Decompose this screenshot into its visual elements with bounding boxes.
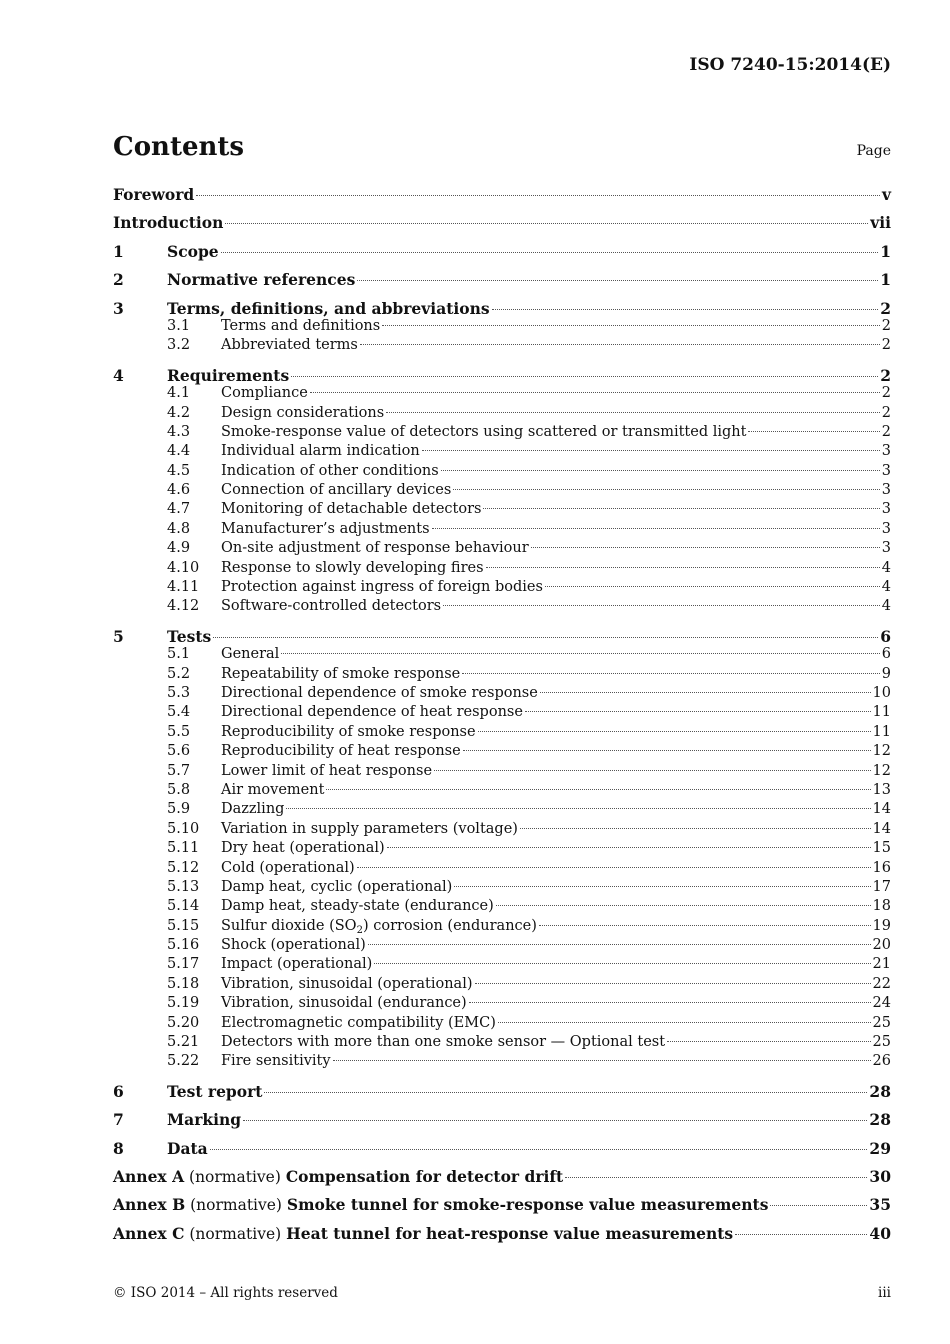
toc-subentry[interactable] <box>113 337 891 356</box>
annex-kind: (normative) <box>189 1167 281 1186</box>
dot-leader <box>454 886 870 887</box>
toc-subentry-title-text: Cold (operational) <box>221 859 355 876</box>
toc-subentry[interactable] <box>113 385 891 404</box>
toc-subentry-title-text: Abbreviated terms <box>221 337 358 354</box>
toc-subentry-number: 4.7 <box>167 501 191 518</box>
toc-subentry[interactable] <box>113 579 891 598</box>
toc-subentry-title[interactable] <box>221 646 279 662</box>
toc-page-number: 11 <box>872 723 891 740</box>
toc-subentry[interactable] <box>113 598 891 617</box>
dot-leader <box>478 731 871 732</box>
toc-page-number: 4 <box>881 579 891 596</box>
toc-page-number: 14 <box>872 820 891 837</box>
dot-leader <box>486 567 880 568</box>
toc-subentry-title-text: Electromagnetic compatibility (EMC) <box>221 1014 496 1031</box>
toc-subentry-number: 5.9 <box>167 801 191 818</box>
toc-subentry-title[interactable] <box>221 337 358 353</box>
toc-subentry-title[interactable] <box>221 801 284 817</box>
page-column-label: Page <box>856 143 891 159</box>
toc-subentry-title[interactable] <box>221 598 441 614</box>
toc-page-number: 9 <box>881 665 891 682</box>
dot-leader <box>213 637 878 638</box>
dot-leader <box>539 925 871 926</box>
dot-leader <box>422 450 880 451</box>
dot-leader <box>196 195 880 196</box>
toc-subentry-title[interactable] <box>221 995 467 1011</box>
toc-entry-number: 1 <box>113 241 124 261</box>
toc-subentry[interactable] <box>113 1034 891 1053</box>
toc-subentry[interactable] <box>113 482 891 501</box>
toc-entry-number: 4 <box>113 365 124 385</box>
toc-page-number: 21 <box>872 956 891 973</box>
toc-subentry[interactable] <box>113 1015 891 1034</box>
toc-page-number: 28 <box>869 1110 891 1130</box>
toc-subentry-number: 5.5 <box>167 723 191 740</box>
toc-subentry[interactable] <box>113 405 891 424</box>
toc-subentry-title[interactable] <box>221 482 451 498</box>
toc-entry[interactable] <box>113 1139 891 1158</box>
dot-leader <box>387 847 871 848</box>
toc-subentry-title-text: Software-controlled detectors <box>221 598 442 615</box>
page-footer <box>113 1285 891 1301</box>
dot-leader <box>498 1022 871 1023</box>
toc-subentry-number: 5.8 <box>167 781 191 798</box>
toc-subentry-title[interactable] <box>221 918 537 936</box>
toc-page-number: 2 <box>880 365 891 385</box>
toc-page-number: v <box>881 185 891 204</box>
toc-subentry-title[interactable] <box>221 318 380 334</box>
toc-subentry-number: 5.7 <box>167 762 191 779</box>
toc-subentry-title-text: Protection against ingress of foreign bodies <box>221 579 543 596</box>
toc-subentry-number: 5.2 <box>167 665 191 682</box>
toc-entry[interactable] <box>113 185 891 204</box>
toc-page-number: 2 <box>881 385 891 402</box>
toc-page-number: 2 <box>881 317 891 334</box>
annex-kind: (normative) <box>189 1224 282 1243</box>
dot-leader <box>735 1234 867 1235</box>
toc-subentry-title[interactable] <box>221 724 476 740</box>
dot-leader <box>326 789 870 790</box>
toc-page-number: 3 <box>881 540 891 557</box>
toc-subentry-number: 4.4 <box>167 443 191 460</box>
toc-entry-title[interactable]: Introduction <box>113 213 224 233</box>
toc-subentry-title-text: Reproducibility of smoke response <box>221 723 476 740</box>
toc-entry-number: 6 <box>113 1081 124 1101</box>
dot-leader <box>453 489 879 490</box>
toc-entry-title[interactable]: Scope <box>167 241 219 261</box>
toc-subentry-title[interactable] <box>221 424 746 440</box>
toc-subentry[interactable] <box>113 821 891 840</box>
dot-leader <box>492 309 879 310</box>
table-of-contents <box>113 185 891 1243</box>
toc-page-number: 12 <box>872 762 891 779</box>
toc-entry[interactable] <box>113 299 891 318</box>
toc-subentry-number: 5.22 <box>167 1053 200 1070</box>
toc-subentry-number: 5.1 <box>167 646 191 663</box>
dot-leader <box>463 750 871 751</box>
toc-subentry-number: 3.1 <box>167 317 191 334</box>
toc-annex-title[interactable] <box>113 1167 563 1186</box>
toc-entry-title[interactable]: Marking <box>167 1110 242 1130</box>
toc-subentry-number: 5.6 <box>167 743 191 760</box>
toc-subentry-number: 5.21 <box>167 1034 200 1051</box>
toc-subentry-title-text: Lower limit of heat response <box>221 762 433 779</box>
toc-subentry-title[interactable] <box>221 860 355 876</box>
toc-subentry-title-text: Design considerations <box>221 404 385 421</box>
toc-subentry[interactable] <box>113 463 891 482</box>
dot-leader <box>443 605 880 606</box>
dot-leader <box>667 1041 870 1042</box>
toc-page-number: 3 <box>881 482 891 499</box>
toc-subentry-number: 4.11 <box>167 579 200 596</box>
toc-page-number: 1 <box>880 270 891 290</box>
toc-page-number: 15 <box>872 840 891 857</box>
toc-subentry[interactable] <box>113 763 891 782</box>
toc-page-number: 6 <box>880 626 891 646</box>
toc-subentry-title-text: Dry heat (operational) <box>221 840 385 857</box>
toc-subentry-title-text: Impact (operational) <box>221 956 373 973</box>
toc-subentry-number: 5.10 <box>167 820 200 837</box>
toc-page-number: 35 <box>869 1195 891 1215</box>
toc-page-number: 18 <box>872 898 891 915</box>
toc-page-number: 4 <box>881 598 891 615</box>
toc-subentry-title[interactable] <box>221 685 538 701</box>
dot-leader <box>496 905 871 906</box>
dot-leader <box>357 280 878 281</box>
toc-subentry-title[interactable] <box>221 1053 331 1069</box>
toc-page-number: 22 <box>872 975 891 992</box>
document-id: ISO 7240-15:2014(E) <box>689 55 891 75</box>
dot-leader <box>386 412 880 413</box>
toc-subentry-title[interactable] <box>221 763 432 779</box>
toc-subentry-number: 5.19 <box>167 995 200 1012</box>
page-title: Contents <box>113 132 245 162</box>
toc-entry[interactable] <box>113 366 891 385</box>
dot-leader <box>520 828 871 829</box>
toc-subentry-number: 5.11 <box>167 840 200 857</box>
toc-subentry-title[interactable] <box>221 443 420 459</box>
toc-subentry[interactable] <box>113 424 891 443</box>
toc-subentry-title-text: Compliance <box>221 385 308 402</box>
toc-subentry[interactable] <box>113 704 891 723</box>
dot-leader <box>225 223 868 224</box>
toc-entry[interactable] <box>113 270 891 289</box>
toc-entry[interactable] <box>113 1110 891 1129</box>
toc-entry[interactable] <box>113 213 891 232</box>
page-number: iii <box>878 1285 891 1301</box>
toc-subentry[interactable] <box>113 801 891 820</box>
toc-page-number: 19 <box>872 917 891 934</box>
annex-name: Smoke tunnel for smoke-response value measurements <box>286 1195 769 1215</box>
toc-entry-title[interactable]: Normative references <box>167 270 356 290</box>
toc-page-number: 3 <box>881 462 891 479</box>
dot-leader <box>291 376 878 377</box>
toc-page-number: 2 <box>881 404 891 421</box>
toc-subentry-title[interactable] <box>221 385 308 401</box>
toc-subentry-title-text: Reproducibility of heat response <box>221 743 461 760</box>
toc-entry-number: 8 <box>113 1138 124 1158</box>
toc-subentry[interactable] <box>113 724 891 743</box>
toc-subentry-number: 5.14 <box>167 898 200 915</box>
dot-leader <box>333 1060 871 1061</box>
toc-page-number: 29 <box>869 1138 891 1158</box>
toc-entry-title[interactable]: Foreword <box>113 185 195 204</box>
toc-subentry-title-text: Smoke-response value of detectors using scattered or transmitted light <box>221 423 747 440</box>
toc-annex-entry[interactable] <box>113 1167 891 1186</box>
toc-subentry-title-text: Dazzling <box>221 801 285 818</box>
toc-subentry-title-text: Damp heat, steady-state (endurance) <box>221 898 494 915</box>
toc-subentry-title[interactable] <box>221 782 324 798</box>
toc-subentry-title-text: Directional dependence of smoke response <box>221 684 538 701</box>
toc-page-number: 3 <box>881 443 891 460</box>
toc-subentry[interactable] <box>113 937 891 956</box>
dot-leader <box>310 392 880 393</box>
dot-leader <box>565 1177 867 1178</box>
toc-entry-title[interactable]: Test report <box>167 1081 263 1101</box>
toc-subentry-title[interactable] <box>221 743 461 759</box>
toc-subentry[interactable] <box>113 976 891 995</box>
toc-entry-title[interactable]: Requirements <box>167 365 290 385</box>
toc-page-number: 20 <box>872 937 891 954</box>
toc-subentry-title-text: Air movement <box>221 781 325 798</box>
dot-leader <box>360 344 880 345</box>
toc-page-number: 13 <box>872 781 891 798</box>
toc-page-number: vii <box>870 213 891 233</box>
toc-subentry-title-text: Repeatability of smoke response <box>221 665 461 682</box>
toc-page-number: 6 <box>881 646 891 663</box>
toc-page-number: 2 <box>880 298 891 318</box>
toc-subentry-title[interactable] <box>221 1015 496 1031</box>
toc-page-number: 3 <box>881 501 891 518</box>
toc-subentry-title[interactable] <box>221 821 518 837</box>
toc-subentry-title-text: Damp heat, cyclic (operational) <box>221 878 453 895</box>
toc-subentry-title-text: Terms and definitions <box>221 317 381 334</box>
toc-subentry-number: 5.13 <box>167 878 200 895</box>
toc-subentry-title-text: Vibration, sinusoidal (operational) <box>221 975 473 992</box>
toc-entry[interactable] <box>113 627 891 646</box>
toc-subentry-number: 4.5 <box>167 462 191 479</box>
toc-page-number: 12 <box>872 743 891 760</box>
toc-subentry[interactable] <box>113 501 891 520</box>
toc-entry-number: 5 <box>113 626 124 646</box>
toc-subentry[interactable] <box>113 443 891 462</box>
toc-page-number: 25 <box>872 1014 891 1031</box>
dot-leader <box>770 1205 867 1206</box>
toc-subentry[interactable] <box>113 646 891 665</box>
toc-subentry-title[interactable] <box>221 540 529 556</box>
toc-subentry-title-text: Variation in supply parameters (voltage) <box>221 820 518 837</box>
toc-subentry-title-text: Response to slowly developing fires <box>221 559 484 576</box>
toc-subentry[interactable] <box>113 840 891 859</box>
toc-subentry-number: 4.2 <box>167 404 191 421</box>
toc-subentry-title-text: Detectors with more than one smoke sensor — Optional test <box>221 1034 666 1051</box>
toc-subentry-number: 5.18 <box>167 975 200 992</box>
dot-leader <box>475 983 871 984</box>
toc-annex-title[interactable] <box>113 1224 733 1243</box>
toc-subentry-number: 5.15 <box>167 917 200 934</box>
toc-subentry-number: 4.12 <box>167 598 200 615</box>
toc-subentry-title[interactable] <box>221 579 543 595</box>
dot-leader <box>545 586 880 587</box>
toc-subentry[interactable] <box>113 685 891 704</box>
toc-subentry[interactable] <box>113 521 891 540</box>
toc-subentry-title[interactable] <box>221 1034 665 1050</box>
toc-subentry[interactable] <box>113 918 891 937</box>
toc-page-number: 1 <box>880 241 891 261</box>
toc-subentry-title-text: Fire sensitivity <box>221 1053 331 1070</box>
toc-subentry-title-text: Monitoring of detachable detectors <box>221 501 482 518</box>
toc-subentry-number: 4.8 <box>167 520 191 537</box>
copyright-notice: © ISO 2014 – All rights reserved <box>113 1285 338 1301</box>
toc-entry[interactable] <box>113 242 891 261</box>
toc-subentry-number: 4.10 <box>167 559 200 576</box>
toc-page-number: 10 <box>872 684 891 701</box>
toc-subentry-title-text: Shock (operational) <box>221 937 366 954</box>
toc-subentry-title[interactable] <box>221 840 385 856</box>
toc-subentry-title[interactable] <box>221 956 372 972</box>
toc-page-number: 2 <box>881 337 891 354</box>
toc-subentry-title[interactable] <box>221 666 460 682</box>
toc-entry-number: 7 <box>113 1110 124 1130</box>
toc-page-number: 16 <box>872 859 891 876</box>
toc-annex-entry[interactable] <box>113 1224 891 1243</box>
toc-page-number: 4 <box>881 559 891 576</box>
dot-leader <box>531 547 880 548</box>
toc-subentry-title-text: General <box>221 646 280 663</box>
dot-leader <box>286 808 870 809</box>
toc-annex-entry[interactable] <box>113 1195 891 1214</box>
toc-page-number: 24 <box>872 995 891 1012</box>
dot-leader <box>441 470 880 471</box>
toc-subentry[interactable] <box>113 743 891 762</box>
toc-page-number: 30 <box>869 1166 891 1186</box>
toc-page-number: 40 <box>869 1223 891 1243</box>
toc-page-number: 28 <box>869 1081 891 1101</box>
toc-subentry-number: 5.3 <box>167 684 191 701</box>
dot-leader <box>281 653 879 654</box>
toc-subentry-title-text: On-site adjustment of response behaviour <box>221 540 529 557</box>
annex-kind: (normative) <box>190 1196 282 1215</box>
toc-entry-number: 2 <box>113 270 124 290</box>
toc-subentry-title-text: Connection of ancillary devices <box>221 482 452 499</box>
toc-entry-title[interactable]: Data <box>167 1138 208 1158</box>
toc-subentry-title[interactable] <box>221 898 494 914</box>
toc-subentry-number: 4.6 <box>167 482 191 499</box>
toc-subentry-title-text: Indication of other conditions <box>221 462 439 479</box>
dot-leader <box>748 431 879 432</box>
toc-subentry-title[interactable] <box>221 463 439 479</box>
toc-subentry-number: 5.20 <box>167 1014 200 1031</box>
dot-leader <box>525 711 871 712</box>
toc-subentry-number: 5.17 <box>167 956 200 973</box>
toc-subentry[interactable] <box>113 1053 891 1072</box>
toc-subentry-title-text: Manufacturer’s adjustments <box>221 520 430 537</box>
toc-subentry-title[interactable] <box>221 879 452 895</box>
dot-leader <box>432 528 880 529</box>
toc-page-number: 2 <box>881 423 891 440</box>
toc-page-number: 17 <box>872 878 891 895</box>
toc-subentry[interactable] <box>113 782 891 801</box>
toc-entry-number: 3 <box>113 298 124 318</box>
dot-leader <box>483 508 879 509</box>
toc-subentry-number: 4.1 <box>167 385 191 402</box>
dot-leader <box>264 1092 867 1093</box>
toc-subentry-title[interactable] <box>221 521 430 537</box>
toc-subentry[interactable] <box>113 879 891 898</box>
toc-entry-title[interactable]: Terms, definitions, and abbreviations <box>167 298 490 318</box>
toc-subentry-title[interactable] <box>221 405 384 421</box>
dot-leader <box>243 1120 867 1121</box>
toc-subentry-title-text: Directional dependence of heat response <box>221 704 523 721</box>
dot-leader <box>540 692 871 693</box>
toc-subentry[interactable] <box>113 898 891 917</box>
toc-page-number: 26 <box>872 1053 891 1070</box>
subscript: 2 <box>356 924 363 936</box>
dot-leader <box>469 1002 871 1003</box>
dot-leader <box>434 770 871 771</box>
toc-subentry-number: 4.9 <box>167 540 191 557</box>
toc-entry[interactable] <box>113 1082 891 1101</box>
toc-subentry-title[interactable] <box>221 704 523 720</box>
toc-entry-title[interactable]: Tests <box>167 626 212 646</box>
toc-subentry-title-text: Sulfur dioxide (SO <box>221 917 357 934</box>
dot-leader <box>357 867 871 868</box>
toc-subentry[interactable] <box>113 995 891 1014</box>
toc-subentry-title-rest: ) corrosion (endurance) <box>362 917 537 934</box>
toc-subentry[interactable] <box>113 560 891 579</box>
toc-subentry-number: 5.16 <box>167 937 200 954</box>
dot-leader <box>210 1149 868 1150</box>
toc-page-number: 14 <box>872 801 891 818</box>
toc-subentry-number: 5.12 <box>167 859 200 876</box>
toc-subentry-number: 5.4 <box>167 704 191 721</box>
annex-name: Heat tunnel for heat-response value measurements <box>286 1223 734 1243</box>
toc-subentry-title[interactable] <box>221 560 484 576</box>
dot-leader <box>374 963 870 964</box>
toc-page-number: 3 <box>881 520 891 537</box>
annex-label: Annex C <box>113 1223 185 1243</box>
dot-leader <box>462 673 880 674</box>
toc-subentry-title[interactable] <box>221 937 366 953</box>
dot-leader <box>221 252 879 253</box>
toc-subentry-number: 4.3 <box>167 423 191 440</box>
toc-subentry-title-text: Individual alarm indication <box>221 443 420 460</box>
toc-subentry[interactable] <box>113 666 891 685</box>
annex-label: Annex B <box>113 1195 186 1215</box>
toc-subentry[interactable] <box>113 540 891 559</box>
toc-subentry-title[interactable] <box>221 976 473 992</box>
toc-page-number: 25 <box>872 1034 891 1051</box>
annex-name: Compensation for detector drift <box>285 1166 564 1186</box>
toc-subentry-title-text: Vibration, sinusoidal (endurance) <box>221 995 467 1012</box>
toc-subentry-title[interactable] <box>221 501 481 517</box>
toc-subentry[interactable] <box>113 956 891 975</box>
annex-label: Annex A <box>113 1166 185 1186</box>
toc-annex-title[interactable] <box>113 1195 768 1214</box>
dot-leader <box>382 325 880 326</box>
toc-subentry[interactable] <box>113 860 891 879</box>
toc-page-number: 11 <box>872 704 891 721</box>
dot-leader <box>368 944 871 945</box>
toc-subentry[interactable] <box>113 318 891 337</box>
toc-subentry-number: 3.2 <box>167 337 191 354</box>
